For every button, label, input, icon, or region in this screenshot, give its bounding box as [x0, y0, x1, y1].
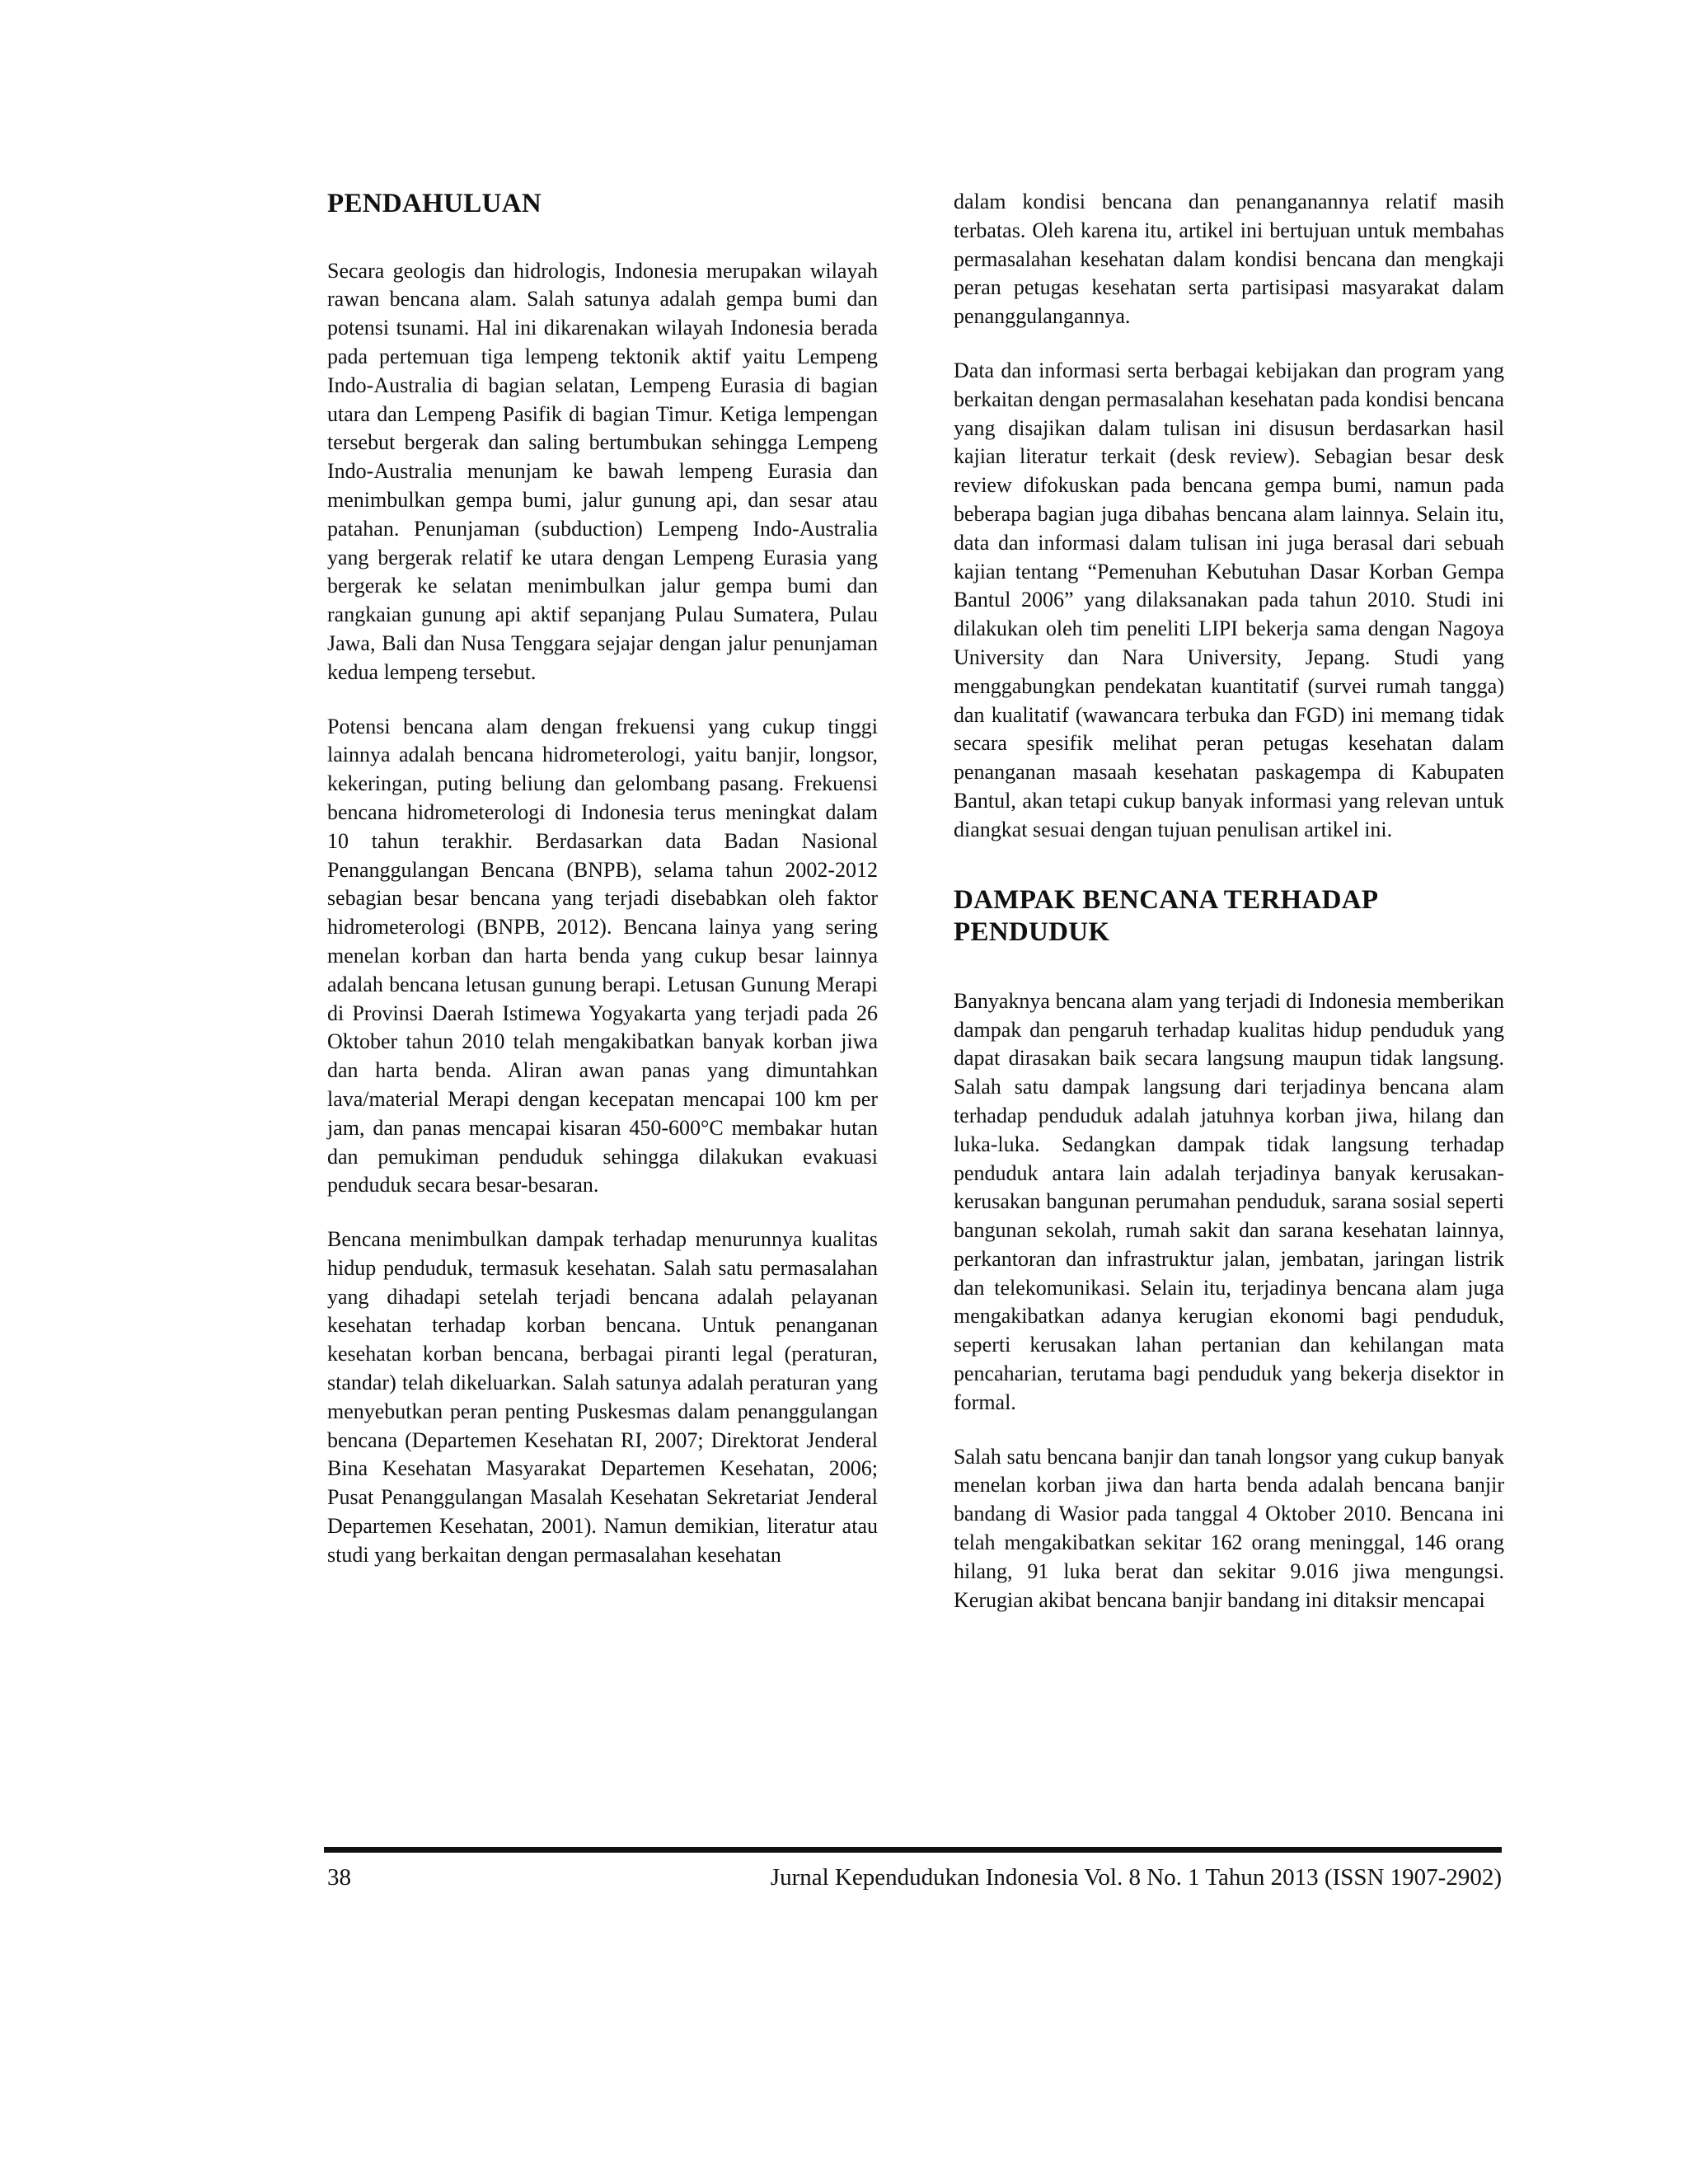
paragraph: Bencana menimbulkan dampak terhadap menurunnya kualitas hidup penduduk, termasuk kesehatan. Salah satu permasalahan yang dihadapi setelah terjadi bencana adalah pelayanan kesehatan terhadap korban bencana. Untuk penanganan kesehatan korban bencana, berbagai piranti legal (peraturan, standar) telah dikeluarkan. Salah satunya adalah peraturan yang menyebutkan peran penting Puskesmas dalam penanggulangan bencana (Departemen Kesehatan RI, 2007; Direktorat Jenderal Bina Kesehatan Masyarakat Departemen Kesehatan, 2006; Pusat Penanggulangan Masalah Kesehatan Sekretariat Jenderal Departemen Kesehatan, 2001). Namun demikian, literatur atau studi yang berkaitan dengan permasalahan kesehatan [327, 1227, 878, 1567]
heading-line: PENDUDUK [954, 917, 1110, 948]
journal-citation: Jurnal Kependudukan Indonesia Vol. 8 No. 1 Tahun 2013 (ISSN 1907-2902) [770, 1864, 1502, 1891]
paragraph: Banyaknya bencana alam yang terjadi di Indonesia memberikan dampak dan pengaruh terhadap kualitas hidup penduduk yang dapat dirasakan baik secara langsung maupun tidak langsung. Salah satu dampak langsung dari terjadinya bencana alam terhadap penduduk adalah jatuhnya korban jiwa, hilang dan luka-luka. Sedangkan dampak tidak langsung terhadap penduduk antara lain adalah terjadinya banyak kerusakan-kerusakan bangunan perumahan penduduk, sarana sosial seperti bangunan sekolah, rumah sakit dan sarana kesehatan lainnya, perkantoran dan infrastruktur jalan, jembatan, jaringan listrik dan telekomunikasi. Selain itu, terjadinya bencana alam juga mengakibatkan adanya kerugian ekonomi bagi penduduk, seperti kerusakan lahan pertanian dan kehilangan mata pencaharian, terutama bagi penduduk yang bekerja disektor in formal. [954, 988, 1504, 1414]
section-heading-pendahuluan: PENDAHULUAN [327, 189, 542, 218]
paragraph: Salah satu bencana banjir dan tanah longsor yang cukup banyak menelan korban jiwa dan harta benda adalah bencana banjir bandang di Wasior pada tanggal 4 Oktober 2010. Bencana ini telah mengakibatkan sekitar 162 orang meninggal, 146 orang hilang, 91 luka berat dan sekitar 9.016 jiwa mengungsi. Kerugian akibat bencana banjir bandang ini ditaksir mencapai [954, 1444, 1504, 1612]
heading-line: DAMPAK BENCANA TERHADAP [954, 884, 1379, 915]
footer-divider [324, 1847, 1502, 1853]
section-heading-dampak [954, 884, 1504, 949]
paragraph: Data dan informasi serta berbagai kebijakan dan program yang berkaitan dengan permasalahan kesehatan pada kondisi bencana yang disajikan dalam tulisan ini disusun berdasarkan hasil kajian literatur terkait (desk review). Sebagian besar desk review difokuskan pada bencana gempa bumi, namun pada beberapa bagian juga dibahas bencana alam lainnya. Selain itu, data dan informasi dalam tulisan ini juga berasal dari sebuah kajian tentang “Pemenuhan Kebutuhan Dasar Korban Gempa Bantul 2006” yang dilaksanakan pada tahun 2010. Studi ini dilakukan oleh tim peneliti LIPI bekerja sama dengan Nagoya University dan Nara University, Jepang. Studi yang menggabungkan pendekatan kuantitatif (survei rumah tangga) dan kualitatif (wawancara terbuka dan FGD) ini memang tidak secara spesifik melihat peran petugas kesehatan dalam penanganan masaah kesehatan paskagempa di Kabupaten Bantul, akan tetapi cukup banyak informasi yang relevan untuk diangkat sesuai dengan tujuan penulisan artikel ini. [954, 358, 1504, 841]
paragraph: Secara geologis dan hidrologis, Indonesia merupakan wilayah rawan bencana alam. Salah satunya adalah gempa bumi dan potensi tsunami. Hal ini dikarenakan wilayah Indonesia berada pada pertemuan tiga lempeng tektonik aktif yaitu Lempeng Indo-Australia di bagian selatan, Lempeng Eurasia di bagian utara dan Lempeng Pasifik di bagian Timur. Ketiga lempengan tersebut bergerak dan saling bertumbukan sehingga Lempeng Indo-Australia menunjam ke bawah lempeng Eurasia dan menimbulkan gempa bumi, jalur gunung api, dan sesar atau patahan. Penunjaman (subduction) Lempeng Indo-Australia yang bergerak relatif ke utara dengan Lempeng Eurasia yang bergerak ke selatan menimbulkan jalur gempa bumi dan rangkaian gunung api aktif sepanjang Pulau Sumatera, Pulau Jawa, Bali dan Nusa Tenggara sejajar dengan jalur penunjaman kedua lempeng tersebut. [327, 258, 878, 684]
paragraph: Potensi bencana alam dengan frekuensi yang cukup tinggi lainnya adalah bencana hidrometerologi, yaitu banjir, longsor, kekeringan, puting beliung dan gelombang pasang. Frekuensi bencana hidrometerologi di Indonesia terus meningkat dalam 10 tahun terakhir. Berdasarkan data Badan Nasional Penanggulangan Bencana (BNPB), selama tahun 2002-2012 sebagian besar bencana yang terjadi disebabkan oleh faktor hidrometerologi (BNPB, 2012). Bencana lainya yang sering menelan korban dan harta benda yang cukup besar lainnya adalah bencana letusan gunung berapi. Letusan Gunung Merapi di Provinsi Daerah Istimewa Yogyakarta yang terjadi pada 26 Oktober tahun 2010 telah mengakibatkan banyak korban jiwa dan harta benda. Aliran awan panas yang dimuntahkan lava/material Merapi dengan kecepatan mencapai 100 km per jam, dan panas mencapai kisaran 450-600°C membakar hutan dan pemukiman penduduk sehingga dilakukan evakuasi penduduk secara besar-besaran. [327, 714, 878, 1197]
page-number: 38 [327, 1864, 351, 1891]
right-column [954, 188, 1504, 1640]
paragraph: dalam kondisi bencana dan penanganannya relatif masih terbatas. Oleh karena itu, artikel ini bertujuan untuk membahas permasalahan kesehatan dalam kondisi bencana dan mengkaji peran petugas kesehatan serta partisipasi masyarakat dalam penanggulangannya. [954, 190, 1504, 329]
left-column [327, 188, 878, 1596]
